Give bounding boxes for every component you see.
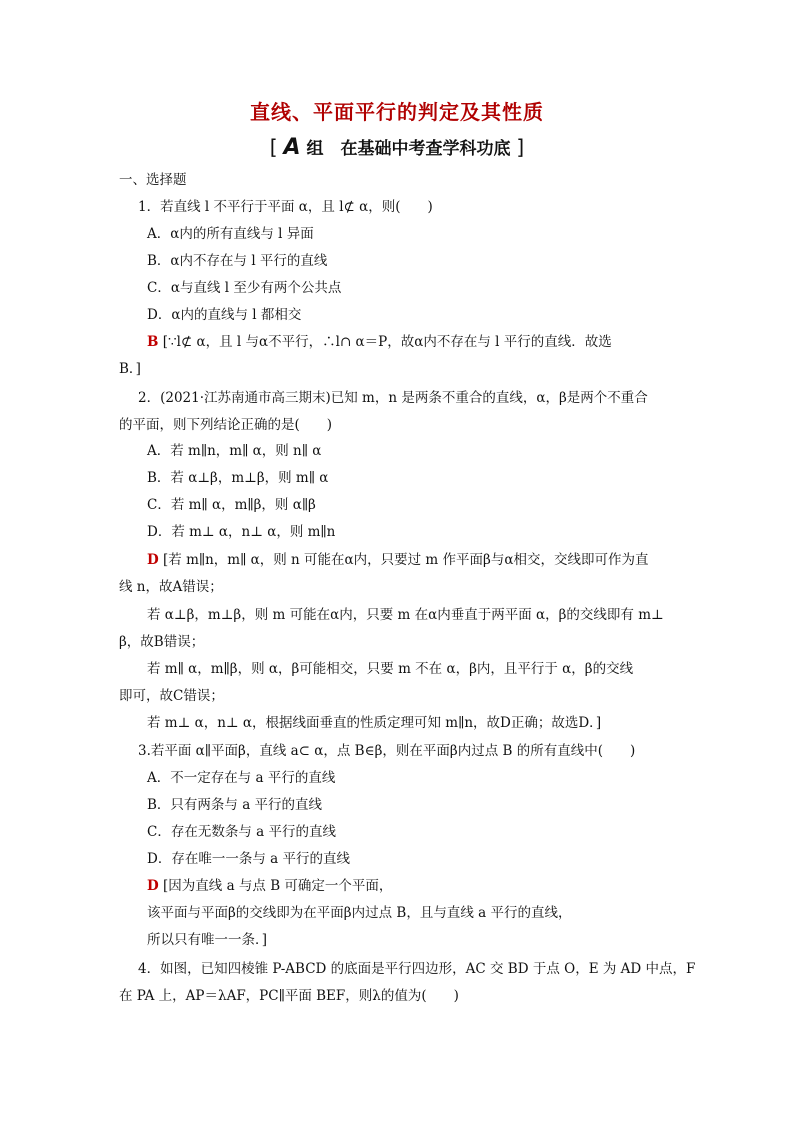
q2-explanation-line3: 若 α⊥β，m⊥β，则 m 可能在α内，只要 m 在α内垂直于两平面 α，β的交线即有 m⊥ [147,607,664,623]
q1-option-a: A．α内的所有直线与 l 异面 [147,226,314,242]
q2-option-b: B．若 α⊥β，m⊥β，则 m∥ α [147,470,329,486]
q1-stem: 1．若直线 l 不平行于平面 α，且 l⊄ α，则( ) [138,199,433,215]
q2-explanation [147,551,648,569]
group-letter: A [283,135,301,160]
q1-option-d: D．α内的直线与 l 都相交 [147,307,302,323]
q2-option-d: D．若 m⊥ α，n⊥ α，则 m∥n [147,524,336,540]
q4-stem-line2: 在 PA 上，AP＝λAF，PC∥平面 BEF，则λ的值为( ) [119,988,459,1004]
q1-explanation-line1: [∵l⊄ α，且 l 与α不平行，∴l∩ α＝P，故α内不存在与 l 平行的直线．故选 [162,334,612,350]
q3-explanation [147,877,392,895]
q2-explanation-line5: 若 m∥ α，m∥β，则 α，β可能相交，只要 m 不在 α，β内，且平行于 α，β的交线 [147,661,634,677]
q3-option-b: B．只有两条与 a 平行的直线 [147,797,323,813]
q1-option-b: B．α内不存在与 l 平行的直线 [147,253,328,269]
section-heading: 一、选择题 [119,172,187,188]
q3-explanation-line2: 该平面与平面β的交线即为在平面β内过点 B，且与直线 a 平行的直线， [147,905,572,921]
group-open-bracket: [ [269,135,278,159]
q2-stem-line1: 2．(2021·江苏南通市高三期末)已知 m，n 是两条不重合的直线，α，β是两个不重合 [138,390,648,406]
q2-explanation-line7: 若 m⊥ α，n⊥ α，根据线面垂直的性质定理可知 m∥n，故D正确；故选D．] [147,715,602,731]
q1-explanation-line2: B．] [119,361,141,377]
q3-option-a: A．不一定存在与 a 平行的直线 [147,770,336,786]
q2-stem-line2: 的平面，则下列结论正确的是( ) [119,417,333,433]
page-title: 直线、平面平行的判定及其性质 [250,100,544,124]
group-heading [0,134,794,160]
q3-option-c: C．存在无数条与 a 平行的直线 [147,824,336,840]
group-close-bracket: ] [516,135,525,159]
q3-explanation-line3: 所以只有唯一一条．] [147,932,268,948]
q3-stem: 3.若平面 α∥平面β，直线 a⊂ α，点 B∈β，则在平面β内过点 B 的所有直线中( ) [138,743,636,759]
q2-answer: D [147,552,159,568]
q2-explanation-line4: β，故B错误； [119,634,205,650]
q1-option-c: C．α与直线 l 至少有两个公共点 [147,280,342,296]
q1-explanation [147,333,612,351]
q2-explanation-line1: [若 m∥n，m∥ α，则 n 可能在α内，只要过 m 作平面β与α相交，交线即可作为直 [163,552,649,568]
q3-explanation-line1: [因为直线 a 与点 B 可确定一个平面， [163,878,393,894]
q3-answer: D [147,878,159,894]
q2-explanation-line2: 线 n，故A错误； [119,579,223,595]
q2-option-c: C．若 m∥ α，m∥β，则 α∥β [147,497,316,513]
q1-answer: B [147,334,159,350]
q3-option-d: D．存在唯一一条与 a 平行的直线 [147,851,350,867]
q4-stem-line1: 4．如图，已知四棱锥 P-ABCD 的底面是平行四边形，AC 交 BD 于点 O，E 为 AD 中点，F [138,961,696,977]
q2-explanation-line6: 即可，故C错误； [119,688,224,704]
q2-option-a: A．若 m∥n，m∥ α，则 n∥ α [147,443,322,459]
group-label: 组 在基础中考查学科功底 [306,139,511,159]
